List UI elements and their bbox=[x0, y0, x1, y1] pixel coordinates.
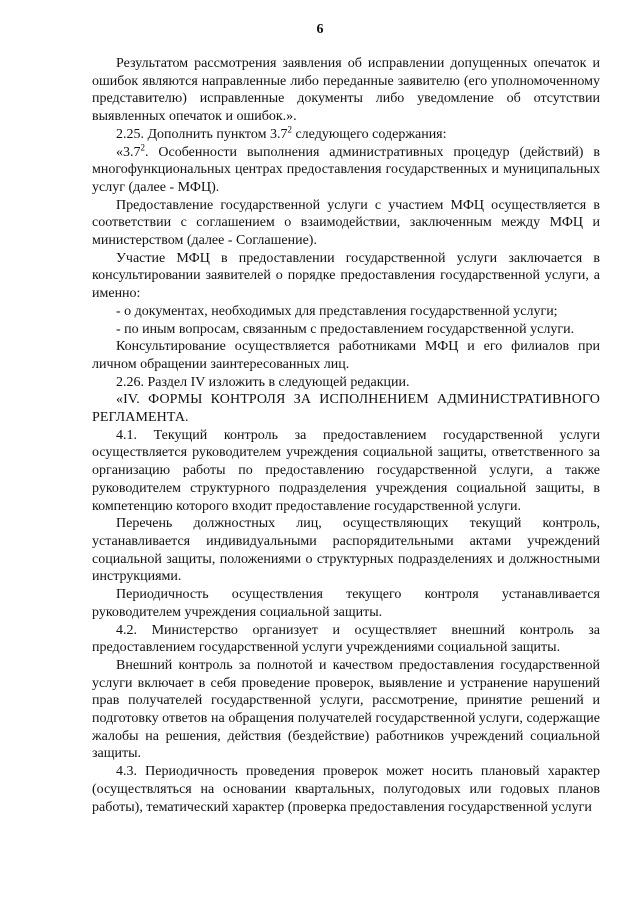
paragraph-officials-list: Перечень должностных лиц, осуществляющих текущий контроль, устанавливается индивидуальными распорядительными актами учреждений социальной защиты, положениями о структурных подразделениях и должностными инструкциями. bbox=[92, 516, 600, 585]
paragraph-2-25-lead: 2.25. Дополнить пунктом 3.7 bbox=[116, 126, 288, 142]
paragraph-3-7-2-lead: «3.7 bbox=[116, 144, 141, 160]
paragraph-mfc-agreement: Предоставление государственной услуги с участием МФЦ осуществляется в соответствии с соглашением о взаимодействии, заключенным между МФЦ и министерством (далее - Соглашение). bbox=[92, 197, 600, 249]
document-body bbox=[92, 55, 600, 816]
section-heading: «IV. ФОРМЫ КОНТРОЛЯ ЗА ИСПОЛНЕНИЕМ АДМИНИСТРАТИВНОГО РЕГЛАМЕНТА. bbox=[92, 392, 600, 426]
superscript: 2 bbox=[140, 141, 145, 152]
paragraph-2-25-tail: следующего содержания: bbox=[291, 126, 447, 142]
paragraph-external-control: Внешний контроль за полнотой и качеством предоставления государственной услуги включает в себя проведение проверок, выявление и устранение нарушений прав получателей государственной услуги, рассмотрение, принятие решений и подготовку ответов на обращения получателей государственной услуги, содержащие жалобы на решения, действия (бездействие) работников учреждений социальной защиты. bbox=[92, 657, 600, 762]
paragraph-mfc-participation: Участие МФЦ в предоставлении государственной услуги заключается в консультировании заявителей о порядке предоставления государственной услуги, а именно: bbox=[92, 250, 600, 302]
paragraph-3-7-2-tail: . Особенности выполнения административных процедур (действий) в многофункциональных центрах предоставления государственных и муниципальных услуг (далее - МФЦ). bbox=[92, 144, 600, 195]
paragraph-4-1: 4.1. Текущий контроль за предоставлением государственной услуги осуществляется руководителем учреждения социальной защиты, ответственного за организацию работы по предоставлению государственной услуги, а также руководителем структурного подразделения учреждения социальной защиты, в компетенцию которого входит предоставление государственной услуги. bbox=[92, 427, 600, 514]
paragraph-2-26: 2.26. Раздел IV изложить в следующей редакции. bbox=[116, 374, 410, 390]
paragraph-4-2: 4.2. Министерство организует и осуществляет внешний контроль за предоставлением государственной услуги учреждениями социальной защиты. bbox=[92, 622, 600, 656]
paragraph-periodicity: Периодичность осуществления текущего контроля устанавливается руководителем учреждения социальной защиты. bbox=[92, 587, 600, 620]
list-item-documents: - о документах, необходимых для представления государственной услуги; bbox=[116, 303, 558, 319]
paragraph-2-25 bbox=[92, 126, 600, 144]
paragraph-correction-result: Результатом рассмотрения заявления об исправлении допущенных опечаток и ошибок являются направленные либо переданные заявителю (его уполномоченному представителю) исправленные документы либо уведомление об отсутствии выявленных опечаток и ошибок.». bbox=[92, 56, 600, 125]
page-number: 6 bbox=[316, 22, 324, 37]
paragraph-3-7-2 bbox=[92, 141, 600, 197]
superscript: 2 bbox=[287, 124, 292, 135]
list-item-other-questions: - по иным вопросам, связанным с предоставлением государственной услуги. bbox=[116, 321, 575, 337]
paragraph-consulting: Консультирование осуществляется работниками МФЦ и его филиалов при личном обращении заинтересованных лиц. bbox=[92, 339, 600, 372]
paragraph-4-3: 4.3. Периодичность проведения проверок может носить плановый характер (осуществляться на основании квартальных, полугодовых или годовых планов работы), тематический характер (проверка предоставления государственной услуги bbox=[92, 764, 600, 815]
